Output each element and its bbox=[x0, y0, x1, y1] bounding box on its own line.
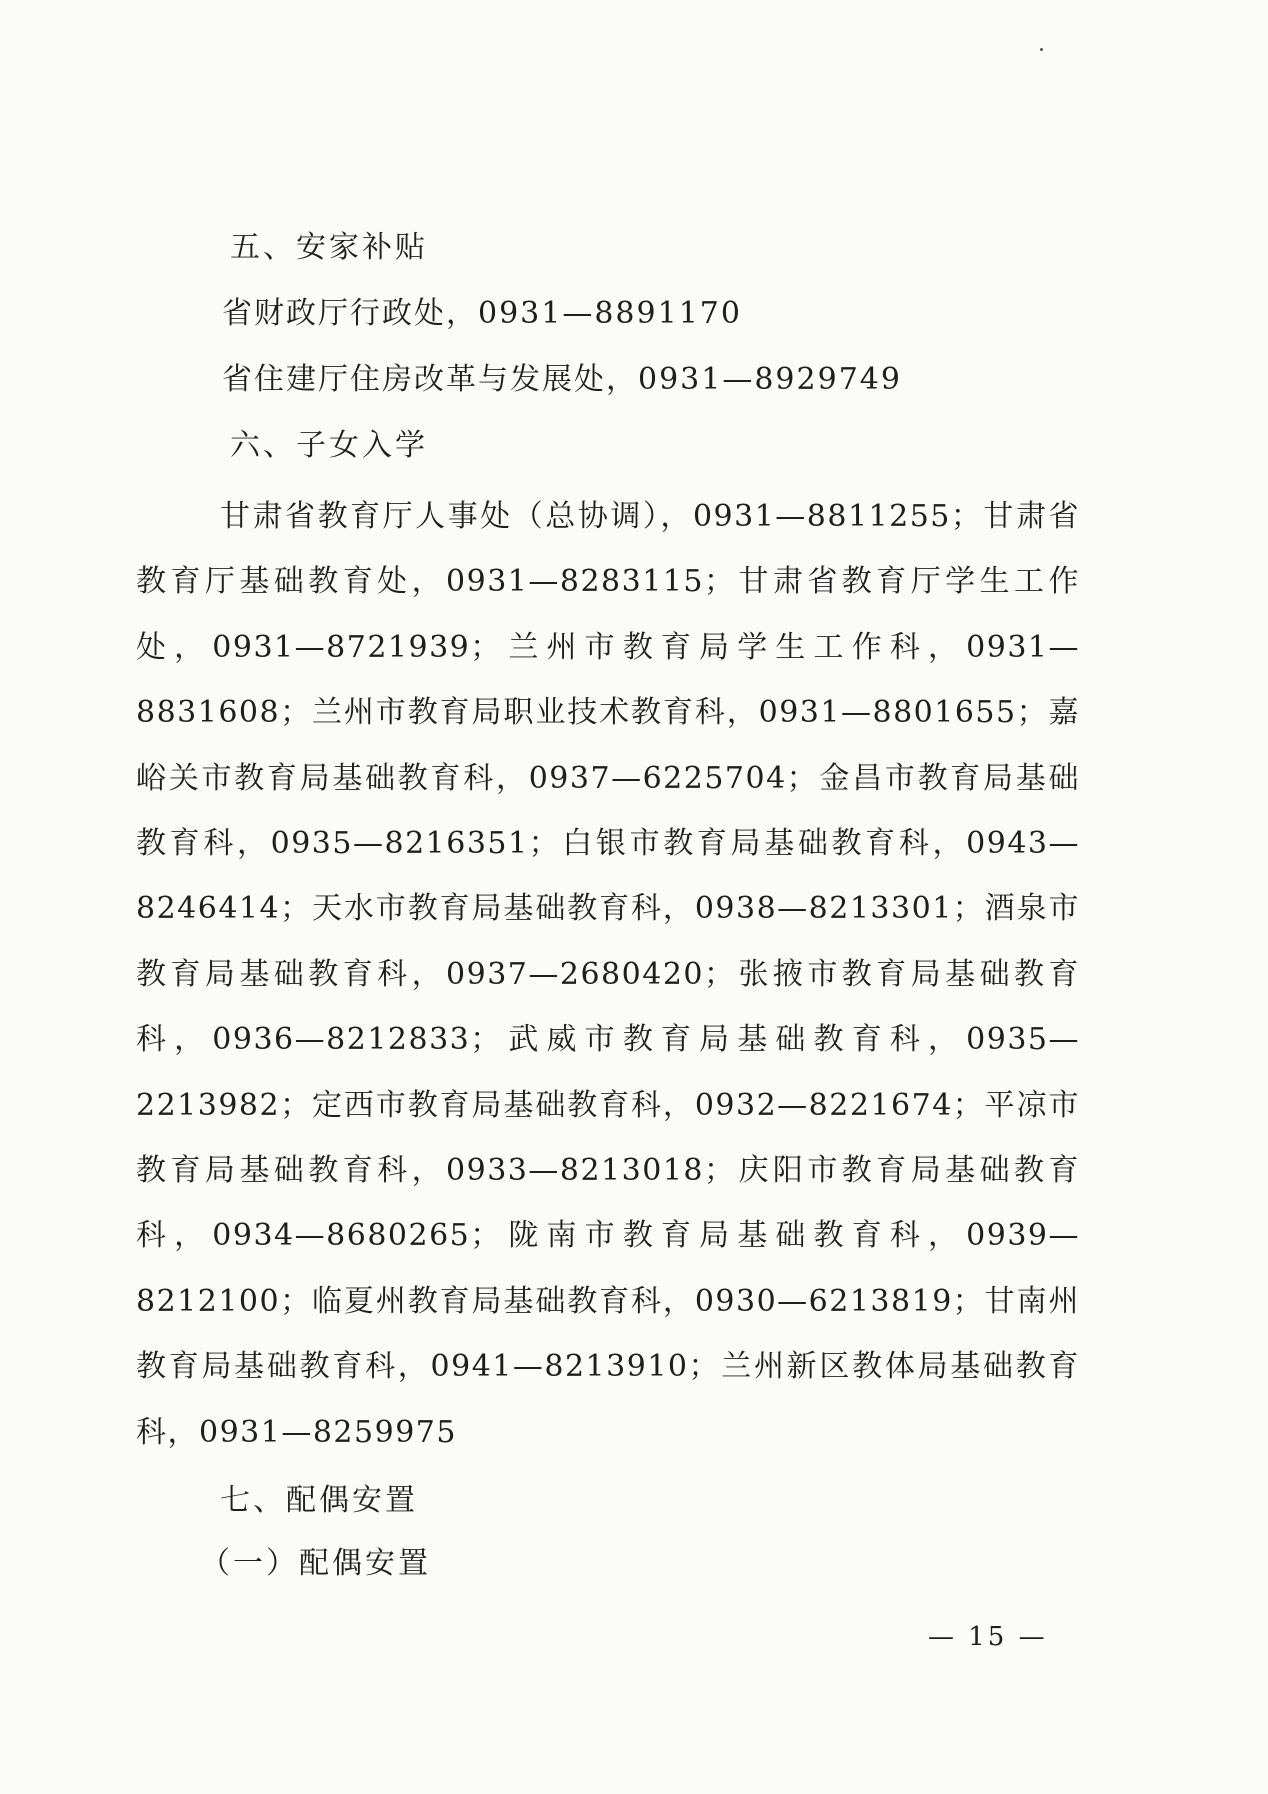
section-6-heading: 六、子女入学 bbox=[230, 428, 428, 463]
section-5-heading: 五、安家补贴 bbox=[230, 230, 428, 265]
section-5-contact-finance: 省财政厅行政处，0931—8891170 bbox=[222, 296, 742, 331]
section-5-contact-housing: 省住建厅住房改革与发展处，0931—8929749 bbox=[222, 362, 902, 397]
page-number: — 15 — bbox=[928, 1622, 1048, 1652]
section-7-heading: 七、配偶安置 bbox=[220, 1483, 418, 1518]
section-7-subheading: （一）配偶安置 bbox=[200, 1546, 431, 1581]
scan-speck bbox=[1040, 48, 1043, 51]
section-6-body-paragraph: 甘肃省教育厅人事处（总协调），0931—8811255；甘肃省教育厅基础教育处，0931—8283115；甘肃省教育厅学生工作处，0931—8721939；兰州市教育局学生工作科，0931—8831608；兰州市教育局职业技术教育科，0931—8801655；嘉峪关市教育局基础教育科，0937—6225704；金昌市教育局基础教育科，0935—8216351；白银市教育局基础教育科，0943—8246414；天水市教育局基础教育科，0938—8213301；酒泉市教育局基础教育科，0937—2680420；张掖市教育局基础教育科，0936—8212833；武威市教育局基础教育科，0935—2213982；定西市教育局基础教育科，0932—8221674；平凉市教育局基础教育科，0933—8213018；庆阳市教育局基础教育科，0934—8680265；陇南市教育局基础教育科，0939—8212100；临夏州教育局基础教育科，0930—6213819；甘南州教育局基础教育科，0941—8213910；兰州新区教体局基础教育科，0931—8259975 bbox=[136, 499, 1080, 1450]
